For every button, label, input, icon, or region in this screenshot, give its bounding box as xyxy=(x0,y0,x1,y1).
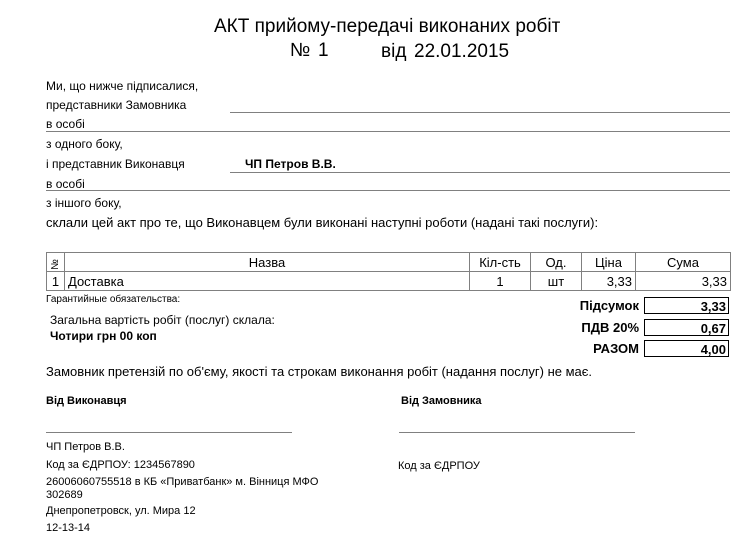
executor-signature-heading: Від Виконавця xyxy=(46,395,127,407)
customer-representative-line xyxy=(230,112,730,113)
subtotal-value: 3,33 xyxy=(644,297,729,314)
row-name: Доставка xyxy=(65,272,470,291)
executor-signature-line xyxy=(46,432,292,433)
grand-total-label: РАЗОМ xyxy=(593,341,639,356)
customer-signature-heading: Від Замовника xyxy=(401,395,482,407)
act-number-prefix: № xyxy=(290,40,311,61)
parties-line-7: з іншого боку, xyxy=(46,196,122,210)
executor-address: Днепропетровск, ул. Мира 12 xyxy=(46,505,196,517)
executor-company: ЧП Петров В.В. xyxy=(46,441,125,453)
table-row xyxy=(47,272,731,291)
grand-total-value: 4,00 xyxy=(644,340,729,357)
executor-name: ЧП Петров В.В. xyxy=(245,157,336,171)
parties-line-4: з одного боку, xyxy=(46,137,123,151)
table-header-row xyxy=(47,253,731,272)
guarantee-label: Гарантийные обязательства: xyxy=(46,294,181,305)
parties-line-2: представники Замовника xyxy=(46,98,187,112)
row-qty: 1 xyxy=(470,272,531,291)
customer-edrpou: Код за ЄДРПОУ xyxy=(398,460,480,472)
customer-person-line xyxy=(46,131,730,132)
total-in-words: Чотири грн 00 коп xyxy=(50,329,157,343)
customer-signature-line xyxy=(399,432,635,433)
executor-bank-line-2: 302689 xyxy=(46,489,83,501)
col-header-number: № xyxy=(47,253,65,272)
executor-bank-line-1: 26006060755518 в КБ «Приватбанк» м. Вінниця МФО xyxy=(46,476,319,488)
row-unit: шт xyxy=(531,272,582,291)
row-price: 3,33 xyxy=(582,272,636,291)
subtotal-label: Підсумок xyxy=(579,298,639,313)
col-header-sum: Сума xyxy=(636,253,731,272)
col-header-price: Ціна xyxy=(582,253,636,272)
executor-representative-line xyxy=(230,172,730,173)
parties-line-8: склали цей акт про те, що Виконавцем були виконані наступні роботи (надані такі послуги): xyxy=(46,215,599,230)
act-date-prefix: від xyxy=(381,41,407,62)
col-header-unit: Од. xyxy=(531,253,582,272)
executor-phone: 12-13-14 xyxy=(46,522,91,534)
total-text-label: Загальна вартість робіт (послуг) склала: xyxy=(50,313,275,327)
document-title: АКТ прийому-передачі виконаних робіт xyxy=(214,16,561,37)
vat-label: ПДВ 20% xyxy=(581,320,639,335)
row-sum: 3,33 xyxy=(636,272,731,291)
row-number: 1 xyxy=(47,272,65,291)
executor-person-line xyxy=(46,190,730,191)
claims-statement: Замовник претензій по об'єму, якості та строкам виконання робіт (надання послуг) не має. xyxy=(46,364,592,379)
works-table xyxy=(46,252,731,291)
act-number: 1 xyxy=(318,40,329,61)
col-header-name: Назва xyxy=(65,253,470,272)
parties-line-1: Ми, що нижче підписалися, xyxy=(46,79,199,93)
parties-line-5: і представник Виконавця xyxy=(46,157,185,171)
act-date: 22.01.2015 xyxy=(414,41,510,62)
parties-line-3: в особі xyxy=(46,117,85,131)
parties-line-6: в особі xyxy=(46,177,85,191)
col-header-qty: Кіл-сть xyxy=(470,253,531,272)
vat-value: 0,67 xyxy=(644,319,729,336)
executor-edrpou: Код за ЄДРПОУ: 1234567890 xyxy=(46,459,195,471)
